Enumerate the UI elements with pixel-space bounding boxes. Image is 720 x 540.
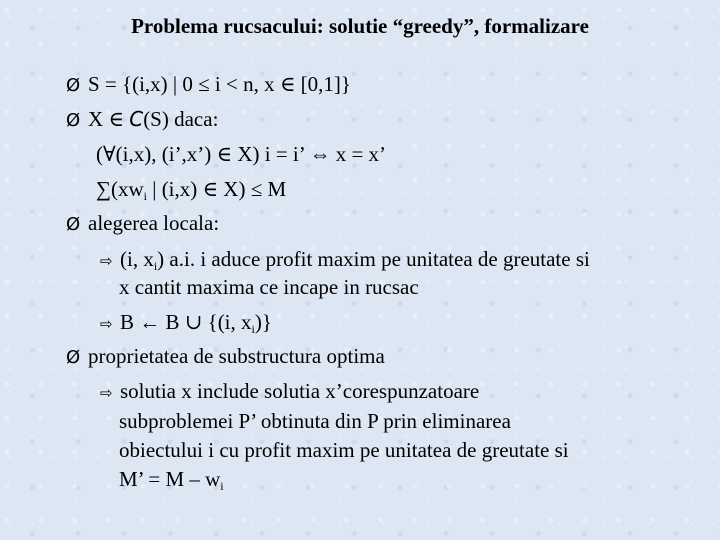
- bullet-set-definition: [66, 71, 351, 99]
- capacity-text-pre: ∑(xw: [96, 177, 144, 201]
- bullet-optimal-substructure: [66, 343, 385, 371]
- bullet-local-choice: [66, 210, 219, 238]
- choice-text-pre: (i, x: [120, 247, 154, 271]
- update-subscript: i: [251, 322, 255, 336]
- choice-subscript: i: [153, 259, 158, 273]
- weight-text-pre: M’ = M – w: [119, 467, 221, 491]
- optimal-substructure-text: proprietatea de substructura optima: [88, 344, 385, 368]
- choice-text-post: ) a.i. i aduce profit maxim pe unitatea de greutate si: [157, 247, 590, 271]
- solution-text: solutia x include solutia x’corespunzatoare: [120, 379, 480, 403]
- set-definition-text: S = {(i,x) | 0 ≤ i < n, x ∈ [0,1]}: [88, 72, 351, 96]
- local-choice-text: alegerea locala:: [88, 211, 220, 235]
- arrow-bullet-icon: Ø: [66, 347, 81, 368]
- sub-bullet-update: [100, 309, 272, 342]
- update-text-pre: B ← B ∪ {(i, x: [120, 310, 252, 334]
- feasible-set-text-post: (S) daca:: [143, 107, 219, 131]
- solution-continuation-2: obiectului i cu profit maxim pe unitatea de greutate si: [119, 438, 569, 462]
- sub-bullet-solution: [100, 378, 479, 406]
- slide-title: Problema rucsacului: solutie “greedy”, formalizare: [131, 14, 589, 38]
- script-c-symbol: C: [129, 107, 144, 131]
- update-text-post: )}: [254, 310, 272, 334]
- condition-uniqueness: (∀(i,x), (i’,x’) ∈ X) i = i’ ⇔ x = x’: [96, 142, 387, 166]
- choice-continuation: x cantit maxima ce incape in rucsac: [119, 275, 419, 299]
- arrow-bullet-icon: Ø: [66, 75, 81, 96]
- outline-arrow-icon: ⇨: [100, 315, 113, 333]
- bullet-feasible-set: [66, 106, 218, 134]
- feasible-set-text-pre: X ∈: [88, 107, 130, 131]
- solution-continuation-1: subproblemei P’ obtinuta din P prin eliminarea: [119, 409, 511, 433]
- outline-arrow-icon: ⇨: [100, 384, 113, 402]
- capacity-text-post: | (i,x) ∈ X) ≤ M: [146, 177, 287, 201]
- outline-arrow-icon: ⇨: [100, 252, 113, 270]
- condition-capacity: [96, 176, 286, 209]
- arrow-bullet-icon: Ø: [66, 214, 81, 235]
- arrow-bullet-icon: Ø: [66, 110, 81, 131]
- weight-subscript: i: [220, 479, 224, 493]
- capacity-subscript: i: [143, 189, 147, 203]
- solution-continuation-3: [119, 466, 224, 499]
